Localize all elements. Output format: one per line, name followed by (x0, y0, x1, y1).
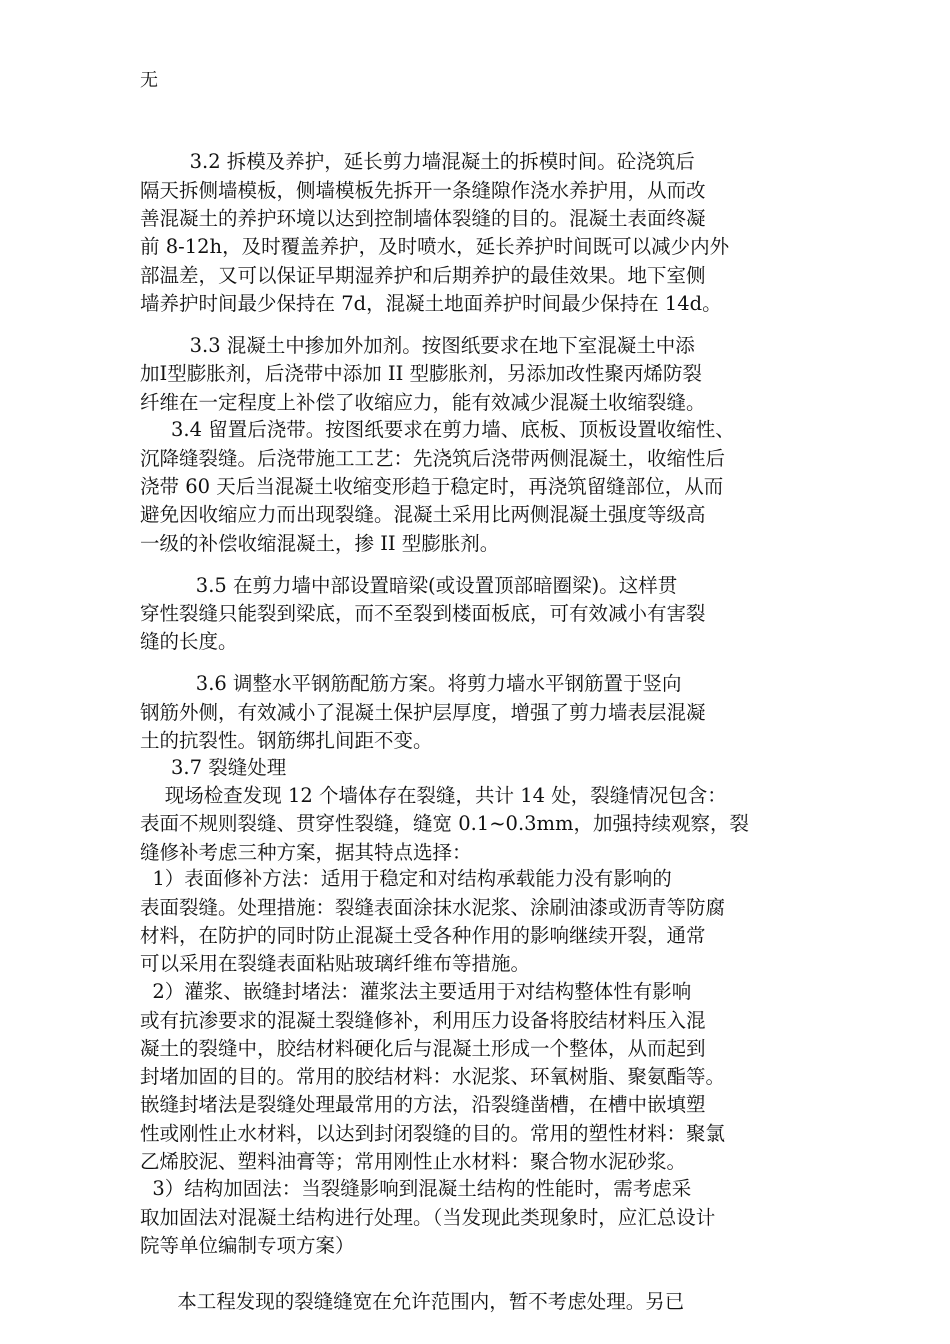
text-line: 加Ⅰ型膨胀剂，后浇带中添加 II 型膨胀剂，另添加改性聚丙烯防裂 (140, 362, 703, 385)
text-line: 浇带 60 天后当混凝土收缩变形趋于稳定时，再浇筑留缝部位，从而 (140, 475, 724, 498)
text-line: 乙烯胶泥、塑料油膏等；常用刚性止水材料：聚合物水泥砂浆。 (140, 1150, 687, 1173)
page-header: 无 (140, 70, 158, 91)
text-line: 材料，在防护的同时防止混凝土受各种作用的影响继续开裂，通常 (140, 924, 706, 947)
text-line: 土的抗裂性。钢筋绑扎间距不变。 (140, 729, 433, 752)
text-line: 可以采用在裂缝表面粘贴玻璃纤维布等措施。 (140, 952, 531, 975)
text-line: 一级的补偿收缩混凝土，掺 II 型膨胀剂。 (140, 532, 500, 555)
text-line: 封堵加固的目的。常用的胶结材料：水泥浆、环氧树脂、聚氨酯等。 (140, 1065, 726, 1088)
text-line: 院等单位编制专项方案） (140, 1234, 355, 1257)
text-line: 3）结构加固法：当裂缝影响到混凝土结构的性能时，需考虑采 (140, 1177, 692, 1200)
text-line: 沉降缝裂缝。后浇带施工工艺：先浇筑后浇带两侧混凝土，收缩性后 (140, 447, 726, 470)
text-line: 缝修补考虑三种方案，据其特点选择： (140, 841, 472, 864)
text-line: 嵌缝封堵法是裂缝处理最常用的方法，沿裂缝凿槽，在槽中嵌填塑 (140, 1093, 706, 1116)
text-line: 3.6 调整水平钢筋配筋方案。将剪力墙水平钢筋置于竖向 (140, 672, 682, 695)
text-line: 钢筋外侧，有效减小了混凝土保护层厚度，增强了剪力墙表层混凝 (140, 701, 706, 724)
text-line: 表面裂缝。处理措施：裂缝表面涂抹水泥浆、涂刷油漆或沥青等防腐 (140, 896, 726, 919)
text-line: 部温差，又可以保证早期湿养护和后期养护的最佳效果。地下室侧 (140, 264, 706, 287)
text-line: 本工程发现的裂缝缝宽在允许范围内，暂不考虑处理。另已 (140, 1290, 685, 1313)
text-line: 表面不规则裂缝、贯穿性裂缝，缝宽 0.1~0.3mm，加强持续观察，裂 (140, 812, 750, 835)
text-line: 隔天拆侧墙模板，侧墙模板先拆开一条缝隙作浇水养护用，从而改 (140, 179, 706, 202)
text-line: 3.5 在剪力墙中部设置暗梁(或设置顶部暗圈梁)。这样贯 (140, 574, 678, 597)
text-line: 2）灌浆、嵌缝封堵法：灌浆法主要适用于对结构整体性有影响 (140, 980, 692, 1003)
text-line: 3.3 混凝土中掺加外加剂。按图纸要求在地下室混凝土中添 (140, 334, 695, 357)
text-line: 性或刚性止水材料，以达到封闭裂缝的目的。常用的塑性材料：聚氯 (140, 1122, 726, 1145)
text-line: 取加固法对混凝土结构进行处理。（当发现此类现象时，应汇总设计 (140, 1206, 716, 1229)
text-line: 或有抗渗要求的混凝土裂缝修补，利用压力设备将胶结材料压入混 (140, 1009, 706, 1032)
text-line: 纤维在一定程度上补偿了收缩应力，能有效减少混凝土收缩裂缝。 (140, 391, 706, 414)
text-line: 3.4 留置后浇带。按图纸要求在剪力墙、底板、顶板设置收缩性、 (140, 418, 735, 441)
text-line: 凝土的裂缝中，胶结材料硬化后与混凝土形成一个整体，从而起到 (140, 1037, 706, 1060)
text-line: 避免因收缩应力而出现裂缝。混凝土采用比两侧混凝土强度等级高 (140, 503, 706, 526)
text-line: 前 8-12h，及时覆盖养护，及时喷水，延长养护时间既可以减少内外 (140, 235, 730, 258)
text-line: 缝的长度。 (140, 630, 238, 653)
text-line: 1）表面修补方法：适用于稳定和对结构承载能力没有影响的 (140, 867, 672, 890)
text-line: 善混凝土的养护环境以达到控制墙体裂缝的目的。混凝土表面终凝 (140, 207, 706, 230)
text-line: 穿性裂缝只能裂到梁底，而不至裂到楼面板底，可有效减小有害裂 (140, 602, 706, 625)
text-line: 墙养护时间最少保持在 7d，混凝土地面养护时间最少保持在 14d。 (140, 292, 722, 315)
text-line: 3.2 拆模及养护，延长剪力墙混凝土的拆模时间。砼浇筑后 (140, 150, 695, 173)
text-line: 3.7 裂缝处理 (140, 756, 287, 779)
text-line: 现场检查发现 12 个墙体存在裂缝，共计 14 处，裂缝情况包含： (140, 784, 727, 807)
